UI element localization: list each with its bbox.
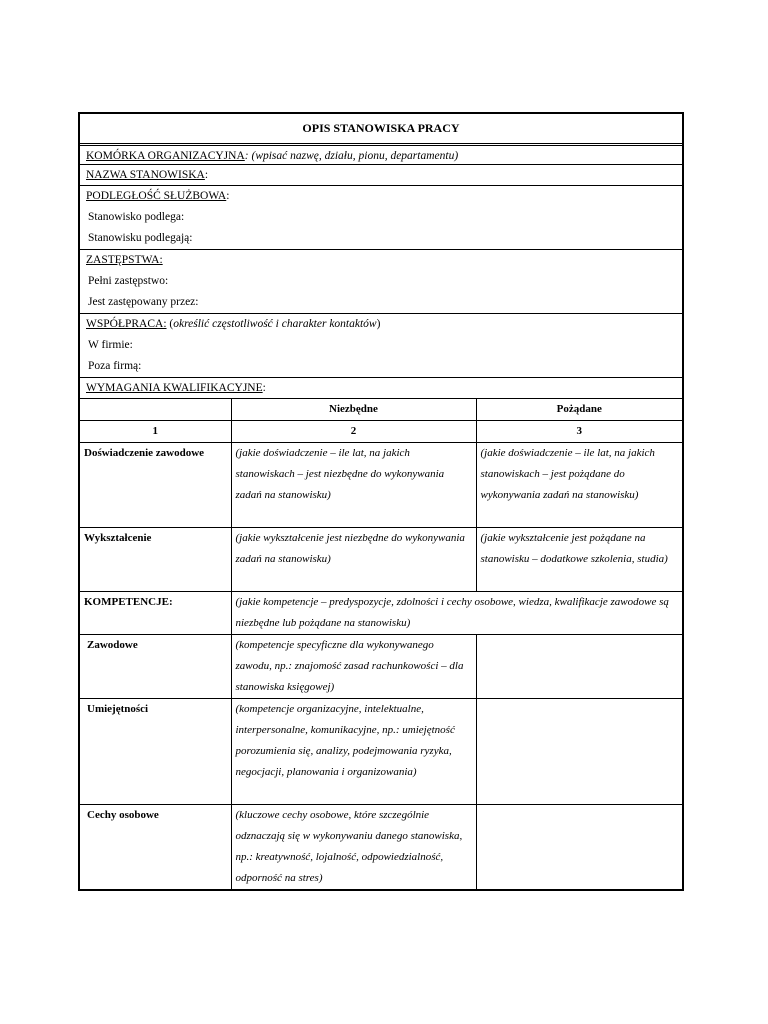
section-podleglosc <box>80 185 682 249</box>
wymagania-label: WYMAGANIA KWALIFIKACYJNE <box>86 382 263 394</box>
nazwa-label: NAZWA STANOWISKA <box>86 169 205 181</box>
komorka-label: KOMÓRKA ORGANIZACYJNA <box>86 150 245 162</box>
competence-desc: (kompetencje organizacyjne, intelektualne, interpersonalne, komunikacyjne, np.: umiejętność porozumienia się, analizy, podejmowania ryzyka, negocjacji, planowania i organizowania) <box>231 699 476 805</box>
kompetencje-label: KOMPETENCJE: <box>80 592 231 635</box>
row-label: Wykształcenie <box>80 528 231 592</box>
section-wspolpraca <box>80 313 682 377</box>
wspolpraca-item: Poza firmą: <box>88 360 142 372</box>
competence-label: Umiejętności <box>80 699 231 805</box>
competence-empty <box>476 699 682 805</box>
table-row-kompetencje <box>80 592 682 635</box>
competence-desc: (kompetencje specyficzne dla wykonywanego zawodu, np.: znajomość zasad rachunkowości – dla stanowiska księgowej) <box>231 635 476 699</box>
podleglosc-item: Stanowisku podlegają: <box>88 232 193 244</box>
wspolpraca-item: W firmie: <box>88 339 133 351</box>
komorka-note: : (wpisać nazwę, działu, pionu, departamentu) <box>244 150 459 162</box>
row-pozadane: (jakie doświadczenie – ile lat, na jakich stanowiskach – jest pożądane do wykonywania zadań na stanowisku) <box>476 443 682 528</box>
kompetencje-desc: (jakie kompetencje – predyspozycje, zdolności i cechy osobowe, wiedza, kwalifikacje zawodowe są niezbędne lub pożądane na stanowisku) <box>231 592 682 635</box>
requirements-table-wrap <box>80 398 682 889</box>
table-row <box>80 528 682 592</box>
podleglosc-suffix: : <box>226 190 230 202</box>
header-empty <box>80 399 231 421</box>
form-title: OPIS STANOWISKA PRACY <box>302 121 460 135</box>
row-niezbedne: (jakie wykształcenie jest niezbędne do wykonywania zadań na stanowisku) <box>231 528 476 592</box>
column-number: 1 <box>80 421 231 443</box>
zastepstwa-label: ZASTĘPSTWA: <box>86 254 163 266</box>
column-number: 2 <box>231 421 476 443</box>
row-pozadane: (jakie wykształcenie jest pożądane na stanowisku – dodatkowe szkolenia, studia) <box>476 528 682 592</box>
header-niezbedne: Niezbędne <box>231 399 476 421</box>
section-zastepstwa <box>80 249 682 313</box>
requirements-table <box>80 399 682 889</box>
header-pozadane: Pożądane <box>476 399 682 421</box>
table-row <box>80 443 682 528</box>
column-number: 3 <box>476 421 682 443</box>
wspolpraca-close: ) <box>376 318 381 330</box>
row-niezbedne: (jakie doświadczenie – ile lat, na jakich stanowiskach – jest niezbędne do wykonywania zadań na stanowisku) <box>231 443 476 528</box>
podleglosc-item: Stanowisko podlega: <box>88 211 185 223</box>
zastepstwa-item: Pełni zastępstwo: <box>88 275 169 287</box>
section-nazwa <box>80 164 682 185</box>
wspolpraca-open: ( <box>166 318 174 330</box>
table-row <box>80 635 682 699</box>
zastepstwa-item: Jest zastępowany przez: <box>88 296 199 308</box>
section-wymagania <box>80 377 682 398</box>
job-description-form <box>78 112 684 891</box>
table-number-row <box>80 421 682 443</box>
nazwa-suffix: : <box>204 169 209 181</box>
wspolpraca-label: WSPÓŁPRACA: <box>86 318 167 330</box>
section-komorka <box>80 143 682 164</box>
competence-empty <box>476 805 682 890</box>
row-label: Doświadczenie zawodowe <box>80 443 231 528</box>
table-header-row <box>80 399 682 421</box>
wspolpraca-note: określić częstotliwość i charakter kontaktów <box>173 318 377 330</box>
competence-label: Cechy osobowe <box>80 805 231 890</box>
wymagania-suffix: : <box>262 382 266 394</box>
table-row <box>80 805 682 890</box>
competence-empty <box>476 635 682 699</box>
competence-desc: (kluczowe cechy osobowe, które szczególnie odznaczają się w wykonywaniu danego stanowiska, np.: kreatywność, lojalność, odpowiedzialność, odporność na stres) <box>231 805 476 890</box>
competence-label: Zawodowe <box>80 635 231 699</box>
podleglosc-label: PODLEGŁOŚĆ SŁUŻBOWA <box>86 190 227 202</box>
table-row <box>80 699 682 805</box>
